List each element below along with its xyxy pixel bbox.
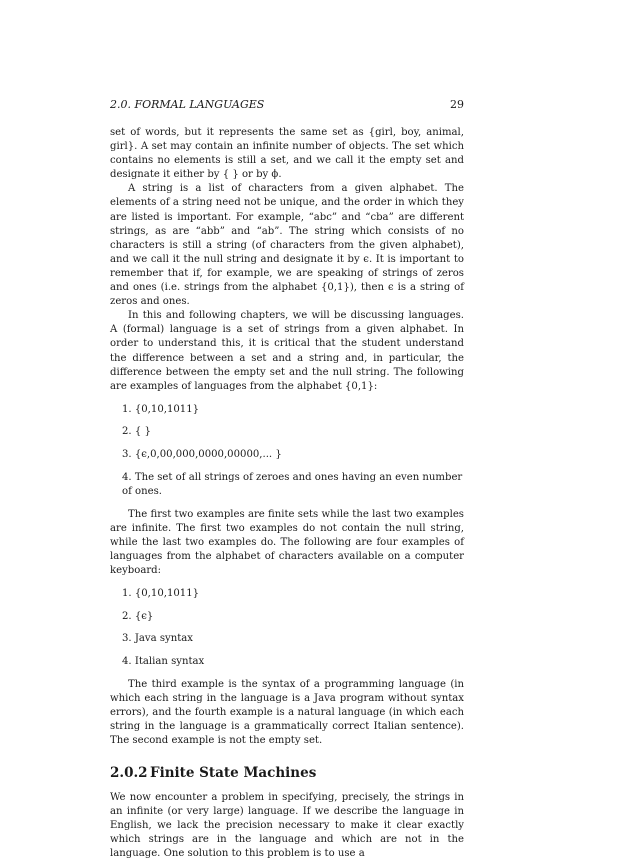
body-text (110, 126, 464, 861)
list-item: 2. { } (122, 426, 151, 438)
keyboard-language-examples-list (110, 587, 464, 669)
section-number: 2.0.2 (110, 764, 148, 781)
list-item: 1. {0,10,1011} (122, 588, 200, 600)
list-item: 4. The set of all strings of zeroes and ones having an even number of ones. (122, 471, 463, 497)
running-head (110, 98, 464, 111)
list-item: 2. {ϵ} (122, 610, 154, 622)
paragraph: In this and following chapters, we will be discussing languages. A (formal) language is a set of strings from a given alphabet. In order to understand this, it is critical that the student understand the difference between a set and a string and, in particular, the difference between the empty set and the null string. The following are examples of languages from the alphabet {0,1}: (110, 310, 464, 392)
section-title: Finite State Machines (150, 764, 317, 781)
list-item: 3. {ϵ,0,00,000,0000,00000,... } (122, 448, 282, 460)
paragraph: set of words, but it represents the same set as {girl, boy, animal, girl}. A set may contain an infinite number of objects. The set which contains no elements is still a set, and we call it the empty set and designate it either by { } or by ϕ. (110, 127, 464, 181)
paragraph: A string is a list of characters from a given alphabet. The elements of a string need not be unique, and the order in which they are listed is important. For example, “abc” and “cba” are different strings, as are “abb” and “ab”. The string which consists of no characters is still a string (of characters from the given alphabet), and we call it the null string and designate it by ϵ. It is important to remember that if, for example, we are speaking of strings of zeros and ones (i.e. strings from the alphabet {0,1}), then ϵ is a string of zeros and ones. (110, 183, 464, 308)
paragraph: We now encounter a problem in specifying, precisely, the strings in an infinite (or very large) language. If we describe the language in English, we lack the precision necessary to make it clear exactly which strings are in the language and which are not in the language. One solution to this problem is to use a (110, 791, 464, 859)
language-examples-list (110, 403, 464, 499)
paragraph: The first two examples are finite sets while the last two examples are infinite. The first two examples do not contain the null string, while the last two examples do. The following are four examples of languages from the alphabet of characters available on a computer keyboard: (110, 508, 464, 577)
paragraph: The third example is the syntax of a programming language (in which each string in the language is a Java program without syntax errors), and the fourth example is a natural language (in which each string in the language is a grammatically correct Italian sentence). The second example is not the empty set. (110, 679, 464, 747)
running-head-title: 2.0. FORMAL LANGUAGES (110, 98, 265, 111)
list-item: 4. Italian syntax (122, 656, 205, 667)
list-item: 1. {0,10,1011} (122, 403, 200, 415)
list-item: 3. Java syntax (122, 633, 193, 645)
section-heading (110, 765, 464, 781)
page-number: 29 (450, 98, 464, 111)
